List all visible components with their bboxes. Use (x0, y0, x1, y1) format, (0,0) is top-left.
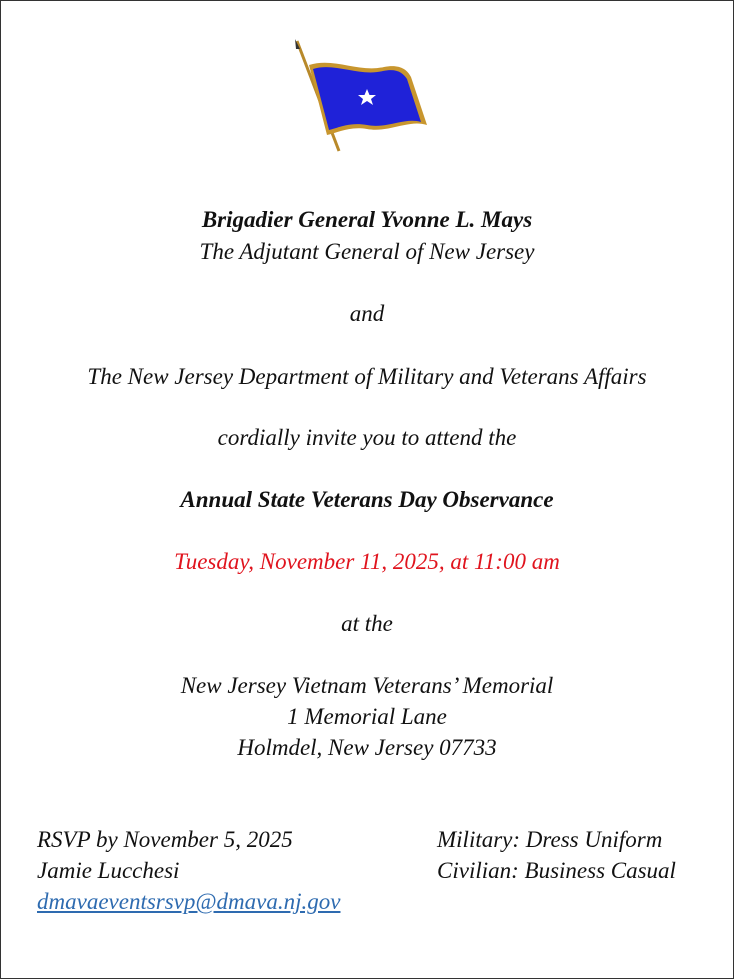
dress-civilian: Civilian: Business Casual (437, 858, 676, 883)
venue-street: 1 Memorial Lane (287, 704, 447, 729)
dress-military: Military: Dress Uniform (437, 827, 663, 852)
rsvp-deadline: RSVP by November 5, 2025 (37, 827, 293, 852)
event-name: Annual State Veterans Day Observance (180, 487, 554, 512)
invite-text: cordially invite you to attend the (217, 425, 517, 450)
host-title: The Adjutant General of New Jersey (199, 239, 535, 264)
venue-name: New Jersey Vietnam Veterans’ Memorial (180, 673, 554, 698)
department: The New Jersey Department of Military and Veterans Affairs (87, 364, 647, 389)
conjunction: and (349, 301, 385, 326)
venue-city: Holmdel, New Jersey 07733 (237, 735, 497, 760)
rsvp-email-link[interactable]: dmavaeventsrsvp@dmava.nj.gov (37, 889, 341, 914)
one-star-general-flag-icon (289, 37, 439, 155)
at-the: at the (341, 611, 393, 636)
rsvp-contact: Jamie Lucchesi (37, 858, 180, 883)
event-date-time: Tuesday, November 11, 2025, at 11:00 am (174, 549, 560, 574)
host-name: Brigadier General Yvonne L. Mays (201, 207, 533, 232)
